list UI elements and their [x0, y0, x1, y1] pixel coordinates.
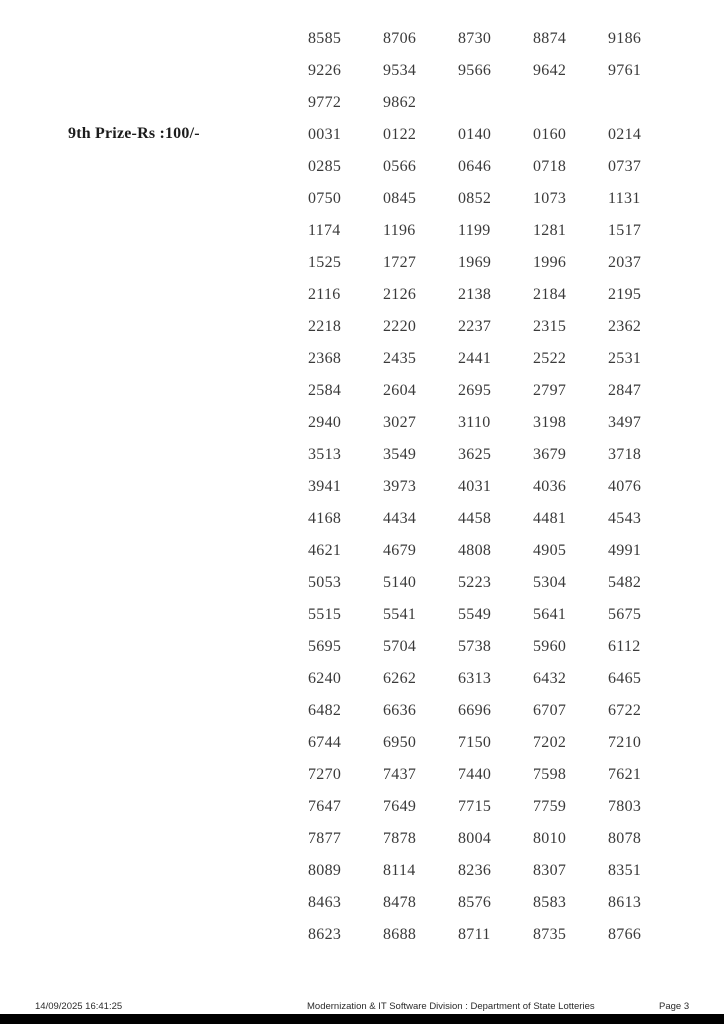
winning-number: 3549 — [383, 446, 417, 463]
winning-number: 9761 — [608, 62, 642, 79]
winning-number: 8623 — [308, 926, 342, 943]
number-row — [308, 87, 683, 119]
winning-number: 1174 — [308, 222, 341, 239]
winning-number: 6744 — [308, 734, 342, 751]
winning-number: 5695 — [308, 638, 342, 655]
winning-number: 9862 — [383, 94, 417, 111]
winning-number: 8583 — [533, 894, 567, 911]
winning-number: 7759 — [533, 798, 567, 815]
number-row — [308, 439, 683, 471]
winning-number: 8585 — [308, 30, 342, 47]
winning-number: 2797 — [533, 382, 567, 399]
winning-number: 7150 — [458, 734, 492, 751]
winning-number: 9566 — [458, 62, 492, 79]
winning-number: 2037 — [608, 254, 642, 271]
winning-number: 1196 — [383, 222, 416, 239]
winning-number: 1525 — [308, 254, 342, 271]
number-row — [308, 183, 683, 215]
winning-number: 0160 — [533, 126, 567, 143]
number-row — [308, 247, 683, 279]
winning-number: 6950 — [383, 734, 417, 751]
winning-number: 3110 — [458, 414, 491, 431]
winning-number: 2315 — [533, 318, 567, 335]
winning-number: 8463 — [308, 894, 342, 911]
winning-number: 9772 — [308, 94, 342, 111]
prize-label: 9th Prize-Rs :100/- — [68, 125, 200, 142]
number-row — [308, 375, 683, 407]
winning-number: 7715 — [458, 798, 492, 815]
winning-number: 4621 — [308, 542, 342, 559]
winning-number: 3625 — [458, 446, 492, 463]
winning-number: 2237 — [458, 318, 492, 335]
winning-number: 8735 — [533, 926, 567, 943]
winning-number: 2847 — [608, 382, 642, 399]
winning-number: 8711 — [458, 926, 491, 943]
previous-prize-numbers-grid — [308, 23, 683, 119]
winning-number: 2695 — [458, 382, 492, 399]
winning-number: 6112 — [608, 638, 641, 655]
winning-number: 6636 — [383, 702, 417, 719]
winning-number: 8766 — [608, 926, 642, 943]
winning-number: 8004 — [458, 830, 492, 847]
winning-number: 0646 — [458, 158, 492, 175]
winning-number: 6240 — [308, 670, 342, 687]
winning-number: 7440 — [458, 766, 492, 783]
winning-number: 0718 — [533, 158, 567, 175]
winning-number: 2184 — [533, 286, 567, 303]
winning-number: 7877 — [308, 830, 342, 847]
page-footer — [0, 1000, 724, 1014]
winning-number: 1517 — [608, 222, 642, 239]
winning-number: 8706 — [383, 30, 417, 47]
winning-number: 2368 — [308, 350, 342, 367]
number-row — [308, 727, 683, 759]
winning-number: 4458 — [458, 510, 492, 527]
number-row — [308, 823, 683, 855]
winning-number: 5223 — [458, 574, 492, 591]
winning-number: 5641 — [533, 606, 567, 623]
winning-number: 4543 — [608, 510, 642, 527]
footer-page-number: Page 3 — [659, 1001, 690, 1012]
number-row — [308, 791, 683, 823]
winning-number: 8236 — [458, 862, 492, 879]
winning-number: 2138 — [458, 286, 492, 303]
winning-number: 1281 — [533, 222, 567, 239]
winning-number: 0566 — [383, 158, 417, 175]
winning-number: 8114 — [383, 862, 416, 879]
number-row — [308, 151, 683, 183]
number-row — [308, 599, 683, 631]
winning-number: 7647 — [308, 798, 342, 815]
winning-number: 0140 — [458, 126, 492, 143]
winning-number: 3718 — [608, 446, 642, 463]
winning-number: 9642 — [533, 62, 567, 79]
footer-division-text: Modernization & IT Software Division : Department of State Lotteries — [307, 1001, 595, 1012]
ninth-prize-numbers-grid — [308, 119, 683, 951]
winning-number: 7803 — [608, 798, 642, 815]
winning-number: 7210 — [608, 734, 642, 751]
winning-number: 6696 — [458, 702, 492, 719]
winning-number: 6722 — [608, 702, 642, 719]
winning-number: 8351 — [608, 862, 642, 879]
winning-number: 3513 — [308, 446, 342, 463]
number-row — [308, 279, 683, 311]
winning-number: 0750 — [308, 190, 342, 207]
winning-number: 1996 — [533, 254, 567, 271]
winning-number: 8010 — [533, 830, 567, 847]
winning-number: 2531 — [608, 350, 642, 367]
number-row — [308, 919, 683, 951]
winning-number: 5738 — [458, 638, 492, 655]
winning-number: 2940 — [308, 414, 342, 431]
winning-number: 6465 — [608, 670, 642, 687]
winning-number: 0031 — [308, 126, 342, 143]
winning-number: 7649 — [383, 798, 417, 815]
winning-number: 5675 — [608, 606, 642, 623]
number-row — [308, 471, 683, 503]
winning-number: 6432 — [533, 670, 567, 687]
winning-number: 8874 — [533, 30, 567, 47]
winning-number: 4434 — [383, 510, 417, 527]
winning-number: 5140 — [383, 574, 417, 591]
winning-number: 3973 — [383, 478, 417, 495]
winning-number: 8078 — [608, 830, 642, 847]
winning-number: 3027 — [383, 414, 417, 431]
winning-number: 5515 — [308, 606, 342, 623]
winning-number: 5960 — [533, 638, 567, 655]
winning-number: 0852 — [458, 190, 492, 207]
winning-number: 1073 — [533, 190, 567, 207]
number-row — [308, 567, 683, 599]
winning-number: 5482 — [608, 574, 642, 591]
number-row — [308, 663, 683, 695]
winning-number: 8730 — [458, 30, 492, 47]
winning-number: 8576 — [458, 894, 492, 911]
number-row — [308, 311, 683, 343]
winning-number: 4036 — [533, 478, 567, 495]
winning-number: 4481 — [533, 510, 567, 527]
winning-number: 2435 — [383, 350, 417, 367]
winning-number: 7621 — [608, 766, 642, 783]
number-row — [308, 887, 683, 919]
number-row — [308, 343, 683, 375]
number-row — [308, 855, 683, 887]
footer-datetime: 14/09/2025 16:41:25 — [35, 1001, 123, 1012]
winning-number: 8613 — [608, 894, 642, 911]
number-row — [308, 535, 683, 567]
winning-number: 2441 — [458, 350, 492, 367]
winning-number: 2362 — [608, 318, 642, 335]
winning-number: 3198 — [533, 414, 567, 431]
winning-number: 4076 — [608, 478, 642, 495]
bottom-bar — [0, 1014, 724, 1024]
winning-number: 6482 — [308, 702, 342, 719]
winning-number: 2604 — [383, 382, 417, 399]
winning-number: 4031 — [458, 478, 492, 495]
winning-number: 7202 — [533, 734, 567, 751]
winning-number: 5541 — [383, 606, 417, 623]
winning-number: 2584 — [308, 382, 342, 399]
winning-number: 7270 — [308, 766, 342, 783]
winning-number: 9226 — [308, 62, 342, 79]
number-row — [308, 55, 683, 87]
number-row — [308, 631, 683, 663]
winning-number: 3679 — [533, 446, 567, 463]
winning-number: 1131 — [608, 190, 641, 207]
number-row — [308, 215, 683, 247]
winning-number: 4905 — [533, 542, 567, 559]
winning-number: 6313 — [458, 670, 492, 687]
winning-number: 0845 — [383, 190, 417, 207]
number-row — [308, 407, 683, 439]
winning-number: 6707 — [533, 702, 567, 719]
winning-number: 5304 — [533, 574, 567, 591]
winning-number: 3941 — [308, 478, 342, 495]
winning-number: 7598 — [533, 766, 567, 783]
winning-number: 3497 — [608, 414, 642, 431]
number-row — [308, 23, 683, 55]
winning-number: 7437 — [383, 766, 417, 783]
winning-number: 8089 — [308, 862, 342, 879]
winning-number: 4679 — [383, 542, 417, 559]
winning-number: 7878 — [383, 830, 417, 847]
number-row — [308, 695, 683, 727]
winning-number: 1199 — [458, 222, 491, 239]
winning-number: 4808 — [458, 542, 492, 559]
winning-number: 5704 — [383, 638, 417, 655]
winning-number: 2126 — [383, 286, 417, 303]
winning-number: 9534 — [383, 62, 417, 79]
number-row — [308, 503, 683, 535]
winning-number: 0737 — [608, 158, 642, 175]
winning-number: 2220 — [383, 318, 417, 335]
winning-number: 8688 — [383, 926, 417, 943]
number-row — [308, 759, 683, 791]
winning-number: 1727 — [383, 254, 417, 271]
winning-number: 8478 — [383, 894, 417, 911]
number-row — [308, 119, 683, 151]
winning-number: 9186 — [608, 30, 642, 47]
winning-number: 2195 — [608, 286, 642, 303]
winning-number: 0214 — [608, 126, 642, 143]
winning-number: 4991 — [608, 542, 642, 559]
winning-number: 2116 — [308, 286, 341, 303]
winning-number: 1969 — [458, 254, 492, 271]
winning-number: 6262 — [383, 670, 417, 687]
winning-number: 8307 — [533, 862, 567, 879]
winning-number: 0285 — [308, 158, 342, 175]
winning-number: 4168 — [308, 510, 342, 527]
winning-number: 5053 — [308, 574, 342, 591]
winning-number: 0122 — [383, 126, 417, 143]
winning-number: 2522 — [533, 350, 567, 367]
winning-number: 5549 — [458, 606, 492, 623]
winning-number: 2218 — [308, 318, 342, 335]
